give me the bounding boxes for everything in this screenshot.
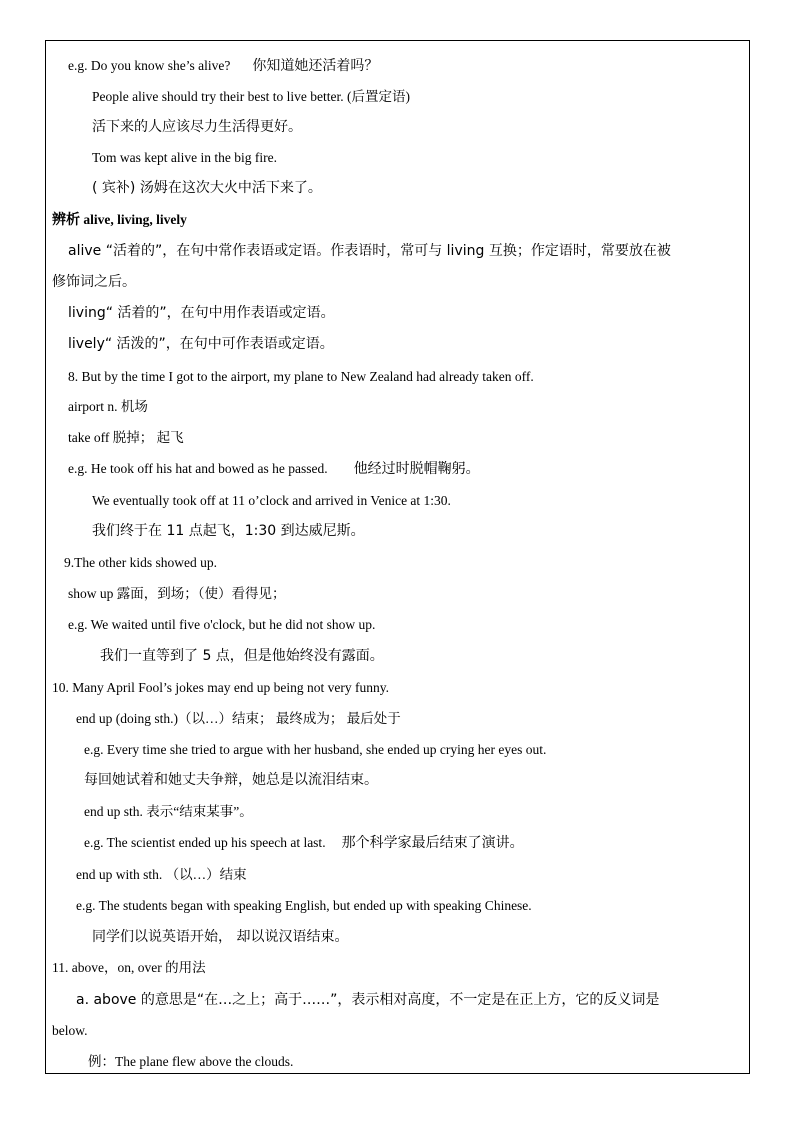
- text-line: [92, 178, 322, 198]
- text-line: [64, 553, 217, 573]
- text-segment: People alive should try their best to live better. (后置定语): [92, 89, 410, 104]
- text-segment: end up (doing sth.)（以…）结束； 最终成为； 最后处于: [76, 711, 401, 726]
- text-line: [52, 958, 206, 978]
- text-line: [68, 584, 286, 604]
- text-segment: 我们终于在 11 点起飞，1:30 到达威尼斯。: [92, 523, 365, 539]
- text-segment: 同学们以说英语开始， 却以说汉语结束。: [92, 929, 349, 945]
- text-line: [92, 117, 302, 137]
- text-segment: e.g. We waited until five o'clock, but he did not show up.: [68, 617, 376, 632]
- text-segment: 他经过时脱帽鞠躬。: [353, 461, 480, 477]
- text-segment: e.g. The scientist ended up his speech at last.: [84, 835, 326, 850]
- text-segment: e.g. The students began with speaking English, but ended up with speaking Chinese.: [76, 898, 532, 913]
- text-segment: airport n. 机场: [68, 399, 148, 414]
- text-line: [88, 1052, 293, 1072]
- text-line: [68, 367, 534, 387]
- text-segment: 那个科学家最后结束了演讲。: [341, 835, 524, 851]
- text-line: [92, 521, 365, 541]
- text-segment: a. above 的意思是“在…之上；高于……”，表示相对高度，不一定是在正上方，它的反义词是: [76, 992, 660, 1008]
- text-line: [68, 615, 375, 635]
- text-line: [92, 927, 348, 947]
- text-segment: ( 宾补) 汤姆在这次大火中活下来了。: [92, 180, 322, 196]
- text-line: [76, 896, 532, 916]
- text-line: [76, 865, 247, 885]
- text-line: [52, 272, 136, 292]
- text-segment: We eventually took off at 11 o’clock and arrived in Venice at 1:30.: [92, 493, 451, 508]
- text-line: [84, 802, 253, 822]
- text-line: [52, 678, 389, 698]
- text-segment: below.: [52, 1023, 88, 1038]
- text-segment: living“ 活着的”，在句中用作表语或定语。: [68, 305, 335, 321]
- text-line: [68, 241, 671, 261]
- text-line: [92, 87, 410, 107]
- text-line: [68, 397, 148, 417]
- text-line: [68, 459, 480, 479]
- text-segment: 例：The plane flew above the clouds.: [88, 1054, 294, 1069]
- text-line: [68, 56, 378, 76]
- text-line: [52, 1021, 88, 1041]
- text-line: [52, 210, 187, 230]
- text-line: [100, 646, 384, 666]
- text-segment: 10. Many April Fool’s jokes may end up being not very funny.: [52, 680, 389, 695]
- text-segment: Tom was kept alive in the big fire.: [92, 150, 278, 165]
- text-segment: e.g. He took off his hat and bowed as he passed.: [68, 461, 328, 476]
- text-segment: end up with sth. （以…）结束: [76, 867, 247, 882]
- text-segment: e.g. Every time she tried to argue with her husband, she ended up crying her eyes out.: [84, 742, 547, 757]
- text-line: [92, 148, 277, 168]
- text-segment: e.g. Do you know she’s alive?: [68, 58, 231, 73]
- text-line: [84, 770, 378, 790]
- text-segment: 11. above，on, over 的用法: [52, 960, 206, 975]
- text-line: [84, 833, 524, 853]
- text-segment: 活下来的人应该尽力生活得更好。: [92, 119, 302, 135]
- text-segment: take off 脱掉； 起飞: [68, 430, 184, 445]
- text-line: [76, 990, 659, 1010]
- text-segment: 辨析: [52, 212, 80, 228]
- text-segment: lively“ 活泼的”，在句中可作表语或定语。: [68, 336, 334, 352]
- text-line: [92, 491, 451, 511]
- text-line: [76, 709, 401, 729]
- text-segment: alive “活着的”，在句中常作表语或定语。作表语时，常可与 living 互换；作定语时，常要放在被: [68, 243, 671, 259]
- text-segment: 修饰词之后。: [52, 274, 136, 290]
- text-segment: show up 露面，到场；（使）看得见；: [68, 586, 286, 601]
- text-line: [84, 740, 546, 760]
- text-segment: 9.The other kids showed up.: [64, 555, 217, 570]
- text-segment: end up sth. 表示“结束某事”。: [84, 804, 253, 819]
- text-line: [68, 334, 334, 354]
- text-line: [68, 303, 335, 323]
- text-segment: alive, living, lively: [80, 212, 187, 227]
- text-segment: 你知道她还活着吗？: [252, 58, 379, 74]
- text-segment: 我们一直等到了 5 点，但是他始终没有露面。: [100, 648, 384, 664]
- text-segment: 8. But by the time I got to the airport, my plane to New Zealand had already taken off.: [68, 369, 534, 384]
- text-segment: 每回她试着和她丈夫争辩，她总是以流泪结束。: [84, 772, 378, 788]
- text-line: [68, 428, 184, 448]
